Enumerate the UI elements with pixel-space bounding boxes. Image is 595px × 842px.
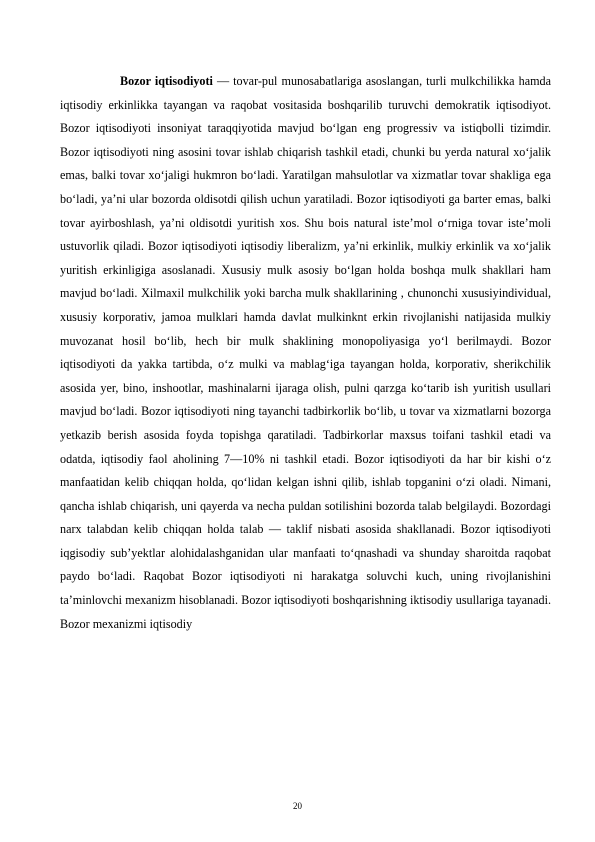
page-number: 20	[293, 801, 302, 811]
defined-term: Bozor iqtisodiyoti	[120, 74, 213, 88]
paragraph-text: — tovar-pul munosabatlariga asoslangan, turli mulkchilikka hamda iqtisodiy erkinlikka tayangan va raqobat vositasida boshqarilib turuvchi demokratik iqtisodiyot. Bozor iqtisodiyoti insoniyat taraqqiyotida mavjud bo‘lgan eng progressiv va istiqbolli tizimdir. Bozor iqtisodiyoti ning asosini tovar ishlab chiqarish tashkil etadi, chunki bu yerda natural xo‘jalik emas, balki tovar xo‘jaligi hukmron bo‘ladi. Yaratilgan mahsulotlar va xizmatlar tovar shakliga ega bo‘ladi, ya’ni ular bozorda oldisotdi qilish uchun yaratiladi. Bozor iqtisodiyoti ga barter emas, balki tovar ayirboshlash, ya’ni oldisotdi yuritish xos. Shu bois natural iste’mol o‘rniga tovar iste’moli ustuvorlik qiladi. Bozor iqtisodiyoti iqtisodiy liberalizm, ya’ni erkinlik, mulkiy erkinlik va xo‘jalik yuritish erkinligiga asoslanadi. Xususiy mulk asosiy bo‘lgan holda boshqa mulk shakllari ham mavjud bo‘ladi. Xilmaxil mulkchilik yoki barcha mulk shakllarining , chunonchi xususiyindividual, xususiy korporativ, jamoa mulklari hamda davlat mulkinknt erkin rivojlanishi natijasida mulkiy muvozanat hosil bo‘lib, hech bir mulk shaklining monopoliyasiga yo‘l berilmaydi. Bozor iqtisodiyoti da yakka tartibda, o‘z mulki va mablag‘iga tayangan holda, korporativ, sherikchilik asosida yer, bino, inshootlar, mashinalarni ijaraga olish, pulni qarzga ko‘tarib ish yuritish usullari mavjud bo‘ladi. Bozor iqtisodiyoti ning tayanchi tadbirkorlik bo‘lib, u tovar va xizmatlarni bozorga yetkazib berish asosida foyda topishga qaratiladi. Tadbirkorlar maxsus toifani tashkil etadi va odatda, iqtisodiy faol aholining 7—10% ni tashkil etadi. Bozor iqtisodiyoti da har bir kishi o‘z manfaatidan kelib chiqqan holda, qo‘lidan kelgan ishni qilib, ishlab topganini o‘zi oladi. Nimani, qancha ishlab chiqarish, uni qayerda va necha puldan sotilishini bozorda talab belgilaydi. Bozordagi narx talabdan kelib chiqqan holda talab — taklif nisbati asosida shakllanadi. Bozor iqtisodiyoti iqgisodiy sub’yektlar alohidalashganidan ular manfaati to‘qnashadi va shunday sharoitda raqobat paydo bo‘ladi. Raqobat Bozor iqtisodiyoti ni harakatga soluvchi kuch, uning rivojlanishini ta’minlovchi mexanizm hisoblanadi. Bozor iqtisodiyoti boshqarishning iktisodiy usullariga tayanadi. Bozor mexanizmi iqtisodiy	[60, 74, 551, 631]
body-paragraph	[60, 70, 551, 636]
